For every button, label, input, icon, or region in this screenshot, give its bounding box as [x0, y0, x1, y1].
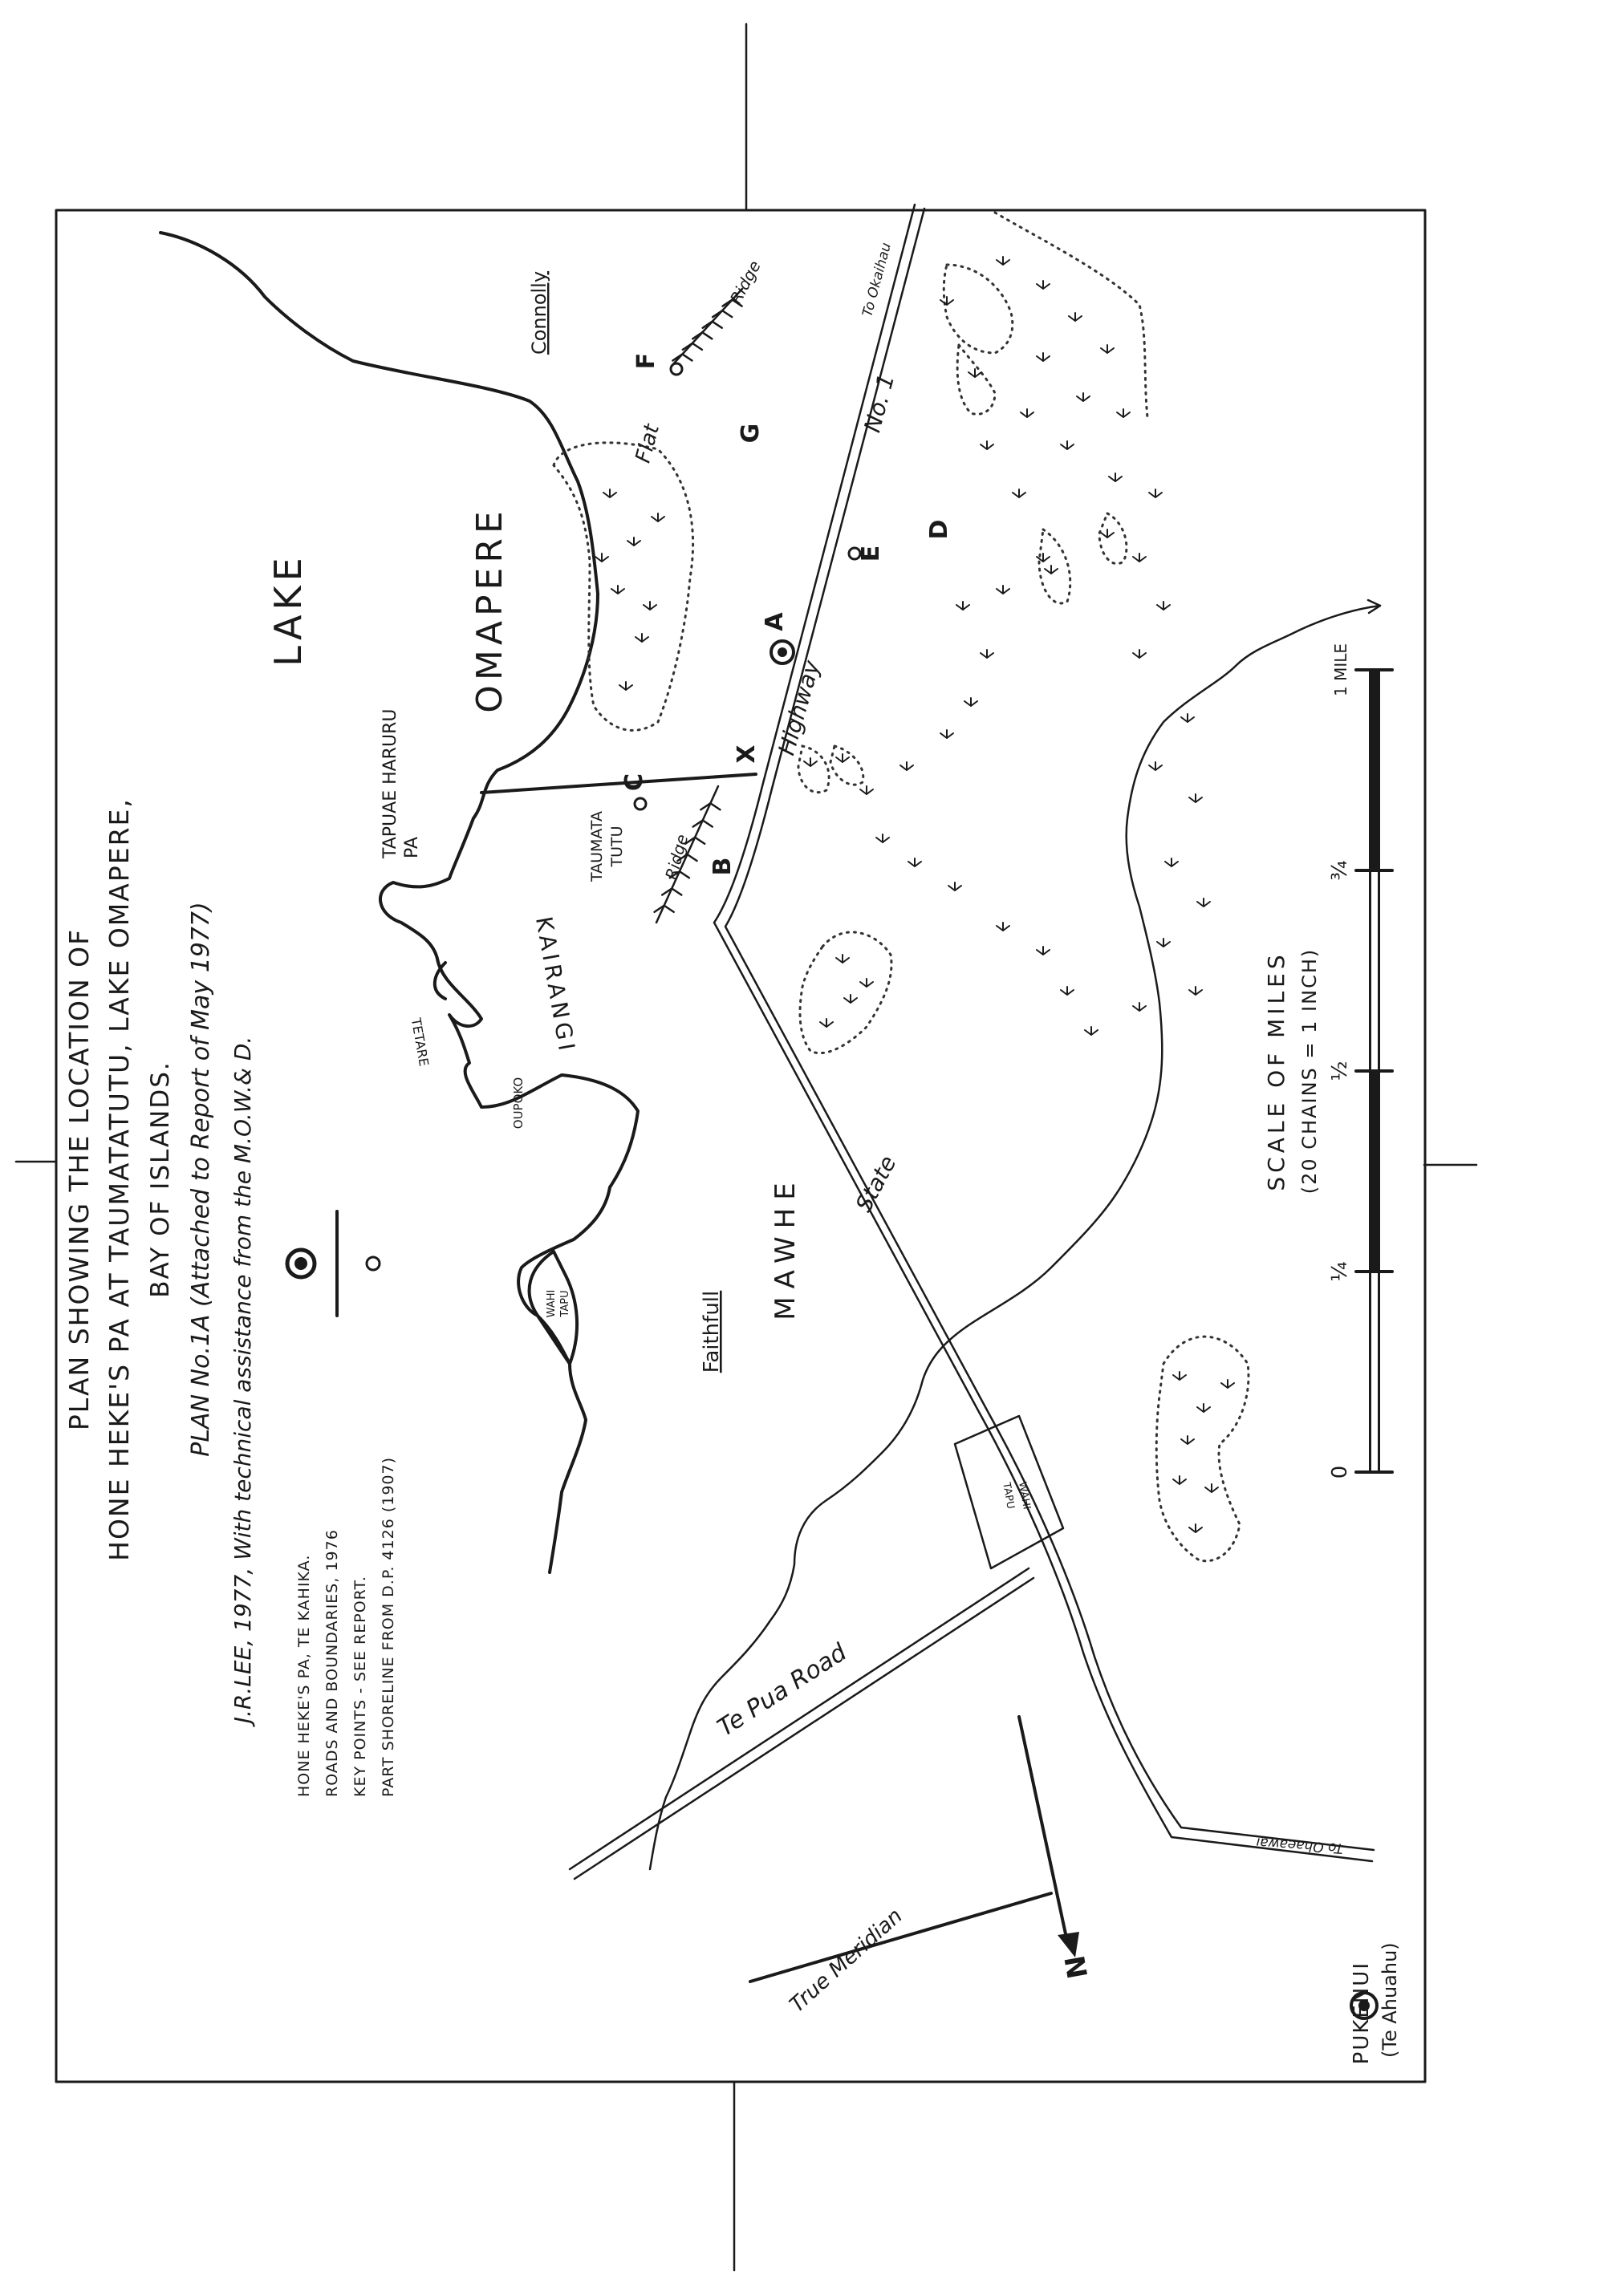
- label-pukenui: PUKENUI: [1350, 1961, 1374, 2065]
- swamp-tuft-35: [876, 834, 889, 842]
- swamp-tuft-50: [844, 995, 857, 1003]
- swamp-tuft-30: [1061, 987, 1074, 995]
- swamp-tuft-36: [860, 786, 873, 794]
- swamp-tuft-10: [1069, 313, 1082, 321]
- swamp-tuft-63: [804, 758, 817, 766]
- key-point-c: C: [620, 773, 648, 792]
- key-point-f: F: [632, 352, 660, 370]
- swamp-tuft-56: [1205, 1484, 1218, 1492]
- swamp-tuft-54: [1197, 1404, 1210, 1412]
- swamp-tuft-7: [644, 602, 656, 610]
- label-mawhe: MAWHE: [770, 1174, 802, 1320]
- swamp-tuft-4: [619, 682, 632, 690]
- legend: [295, 1457, 397, 1797]
- swamp-tuft-11: [1101, 345, 1114, 353]
- swamp-tuft-39: [964, 698, 977, 706]
- swamp-tuft-51: [820, 1019, 833, 1027]
- boundary-x: [481, 774, 756, 793]
- swamp-tuft-24: [1165, 858, 1178, 866]
- label-lake: LAKE: [266, 553, 310, 667]
- swamp-tuft-61: [1045, 566, 1058, 574]
- title-line-1: PLAN SHOWING THE LOCATION OF: [63, 927, 95, 1431]
- swamp-tuft-3: [636, 634, 648, 642]
- label-ridge-f: Ridge: [725, 257, 765, 307]
- swamp-tuft-33: [948, 882, 961, 890]
- label-kairangi: KAIRANGI: [530, 914, 581, 1057]
- ridge-c-tick-6: [662, 889, 681, 895]
- swamp-tuft-60: [1101, 529, 1114, 537]
- swamp-tuft-13: [1077, 393, 1090, 401]
- swamp-areas: [554, 213, 1249, 1561]
- swamp-tuft-18: [1133, 554, 1146, 562]
- swamp-tuft-55: [1181, 1436, 1194, 1444]
- key-point-g: G: [737, 423, 765, 444]
- swamp-tuft-1: [627, 537, 640, 546]
- swamp-tuft-16: [1109, 473, 1122, 481]
- swamp-tuft-57: [1189, 1524, 1202, 1532]
- swamp-tuft-41: [956, 602, 969, 610]
- swamp-tuft-40: [981, 650, 993, 658]
- legend-item-roads: ROADS AND BOUNDARIES, 1976: [323, 1529, 341, 1797]
- key-point-x: X: [733, 744, 761, 764]
- label-flat: Flat: [631, 421, 665, 466]
- label-tetare: TETARE: [408, 1016, 432, 1068]
- tetare-headland: [435, 963, 445, 999]
- label-wahi-tapu-1a: WAHI: [546, 1289, 558, 1318]
- label-te-ahuahu: (Te Ahuahu): [1379, 1942, 1401, 2058]
- ridge-f-tick-5: [683, 343, 702, 350]
- label-highway: Highway: [773, 657, 826, 759]
- swamp-tuft-45: [981, 441, 993, 449]
- title-line-4: PLAN No.1A (Attached to Report of May 1977): [187, 902, 215, 1457]
- label-tapuae-pa: PA: [402, 837, 422, 858]
- north-arrow: [750, 1717, 1079, 1982]
- label-state: State: [850, 1151, 902, 1217]
- key-point-e: E: [857, 545, 885, 562]
- key-point-b: B: [709, 857, 737, 876]
- swamp-tuft-17: [1149, 489, 1162, 497]
- key-point-labels: [620, 353, 953, 876]
- scale-tick-0: 0: [1328, 1465, 1352, 1479]
- label-wahi-tapu-2a: WAHI: [1016, 1481, 1033, 1511]
- scale-tick-three-quarter: ¾: [1328, 860, 1352, 881]
- label-no-1: No. 1: [859, 371, 900, 436]
- ridge-c-tick-1: [700, 803, 720, 809]
- scale-tick-1-mile: 1 MILE: [1331, 643, 1350, 697]
- scale-labels: [1263, 643, 1352, 1479]
- ridge-c-tick-7: [655, 906, 674, 912]
- title-block: [63, 797, 256, 1727]
- swamp-tuft-19: [1157, 602, 1170, 610]
- swamp-tuft-8: [997, 257, 1009, 265]
- swamp-tuft-62: [836, 754, 849, 762]
- label-te-pua-road: Te Pua Road: [713, 1638, 852, 1742]
- label-to-okaihau: To Okaihau: [859, 241, 895, 318]
- swamp-tuft-14: [1117, 409, 1130, 417]
- swamp-tuft-22: [1149, 762, 1162, 770]
- swamp-tuft-21: [1181, 714, 1194, 722]
- scale-tick-quarter: ¼: [1328, 1261, 1352, 1282]
- label-wahi-tapu-1b: TAPU: [559, 1290, 571, 1317]
- label-true-meridian: True Meridian: [785, 1904, 908, 2018]
- label-ridge-c: Ridge: [661, 832, 692, 882]
- label-tapuae-haruru: TAPUAE HARURU: [380, 708, 400, 858]
- title-line-3: BAY OF ISLANDS.: [146, 1061, 175, 1298]
- scale-tick-half: ½: [1328, 1061, 1352, 1081]
- swamp-tuft-20: [1133, 650, 1146, 658]
- swamp-tuft-58: [1173, 1476, 1186, 1484]
- legend-symbols: [287, 1211, 380, 1316]
- swamp-tuft-27: [1189, 987, 1202, 995]
- swamp-tuft-32: [997, 923, 1009, 931]
- key-point-d: D: [925, 519, 953, 540]
- swamp-tuft-44: [1013, 489, 1025, 497]
- credit-line: J.R.LEE, 1977, With technical assistance from the M.O.W.& D.: [229, 1036, 256, 1724]
- label-north: N: [1058, 1953, 1095, 1982]
- swamp-tuft-37: [900, 762, 913, 770]
- swamp-tufts: [595, 257, 1234, 1532]
- swamp-tuft-0: [603, 489, 616, 497]
- swamp-tuft-43: [1037, 554, 1050, 562]
- ridge-f-tick-2: [713, 310, 732, 317]
- scale-title: SCALE OF MILES: [1263, 951, 1289, 1191]
- label-wahi-tapu-2b: TAPU: [1000, 1481, 1017, 1511]
- key-point-a: A: [761, 612, 789, 631]
- label-omapere: OMAPERE: [469, 506, 510, 713]
- swamp-tuft-47: [940, 297, 953, 305]
- swamp-tuft-6: [652, 513, 664, 521]
- swamp-tuft-49: [836, 955, 849, 963]
- label-to-ohaeawai: To Ohaeawai: [1255, 1834, 1344, 1856]
- swamp-tuft-53: [1173, 1372, 1186, 1380]
- swamp-tuft-25: [1197, 899, 1210, 907]
- ridge-f-tick-4: [692, 332, 712, 339]
- label-connolly: Connolly: [528, 270, 550, 355]
- swamp-tuft-59: [1221, 1380, 1234, 1388]
- label-taumata: TAUMATA: [588, 810, 606, 882]
- swamp-tuft-48: [968, 369, 981, 377]
- swamp-tuft-28: [1133, 1003, 1146, 1011]
- swamp-tuft-5: [595, 554, 608, 562]
- swamp-tuft-46: [1021, 409, 1033, 417]
- swamp-tuft-29: [1085, 1027, 1098, 1035]
- map-frame: [56, 210, 1425, 2082]
- label-faithfull: Faithfull: [700, 1290, 724, 1373]
- ridge-f-tick-3: [703, 322, 722, 328]
- label-tutu: TUTU: [608, 826, 626, 867]
- te-pua-road: [570, 1568, 1033, 1879]
- legend-item-shoreline: PART SHORELINE FROM D.P. 4126 (1907): [380, 1457, 397, 1797]
- scale-subtitle: (20 CHAINS = 1 INCH): [1298, 947, 1321, 1195]
- swamp-tuft-9: [1037, 281, 1050, 289]
- swamp-tuft-15: [1061, 441, 1074, 449]
- ridge-f-ticks: [672, 300, 741, 361]
- title-line-2: HONE HEKE'S PA AT TAUMATATUTU, LAKE OMAPERE,: [104, 797, 135, 1561]
- swamp-tuft-42: [997, 586, 1009, 594]
- label-oupoko: OUPOKO: [511, 1077, 526, 1130]
- ridge-c-tick-2: [693, 821, 713, 827]
- swamp-tuft-26: [1157, 939, 1170, 947]
- swamp-tuft-23: [1189, 794, 1202, 802]
- legend-item-key-points: KEY POINTS - SEE REPORT.: [351, 1576, 369, 1797]
- ridge-f-tick-6: [672, 354, 692, 360]
- swamp-tuft-31: [1037, 947, 1050, 955]
- swamp-tuft-12: [1037, 353, 1050, 361]
- swamp-tuft-34: [908, 858, 921, 866]
- swamp-tuft-2: [611, 586, 624, 594]
- legend-item-pa: HONE HEKE'S PA, TE KAHIKA.: [295, 1554, 313, 1797]
- swamp-tuft-52: [860, 979, 873, 987]
- swamp-tuft-38: [940, 730, 953, 738]
- scale-bar: [1356, 670, 1392, 1472]
